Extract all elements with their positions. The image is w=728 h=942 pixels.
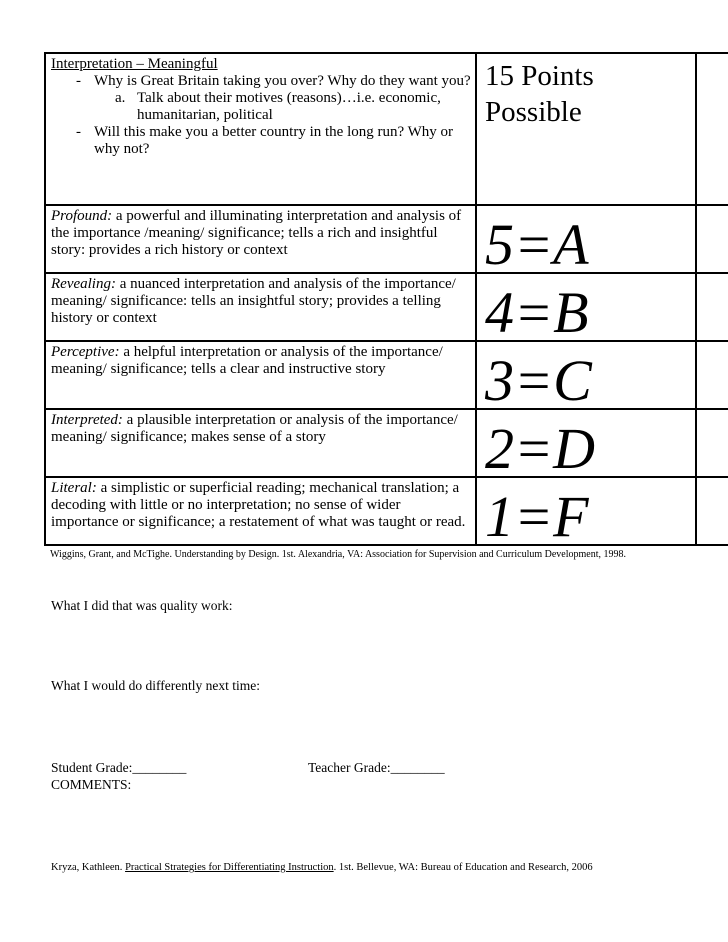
points-cell	[476, 53, 696, 205]
differently-prompt: What I would do differently next time:	[51, 678, 260, 693]
footer-book-title: Practical Strategies for Differentiating Instruction	[125, 862, 334, 873]
blank-cell	[696, 409, 728, 477]
grade-cell	[476, 273, 696, 345]
grade-cell	[476, 477, 696, 549]
level-description	[45, 341, 476, 409]
rubric-header-row	[45, 53, 728, 205]
level-description	[45, 273, 476, 341]
rubric-citation: Wiggins, Grant, and McTighe. Understanding by Design. 1st. Alexandria, VA: Association for Supervision and Curriculum Development, 1998.	[50, 549, 627, 560]
rubric-prompt-cell	[45, 53, 476, 205]
blank-cell	[696, 53, 728, 205]
footer-publisher: . 1st. Bellevue, WA: Bureau of Education and Research, 2006	[333, 862, 593, 873]
level-description	[45, 205, 476, 273]
rubric-row-revealing	[45, 273, 728, 341]
rubric-title: Interpretation – Meaningful	[51, 56, 218, 72]
grade-label: 4=B	[485, 280, 589, 345]
level-text: a nuanced interpretation and analysis of the importance/ meaning/ significance: tells an insightful story; provides a telling history or context	[51, 276, 456, 326]
level-text: a powerful and illuminating interpretation and analysis of the importance /meaning/ significance; tells a rich and insightful story: provides a rich history or context	[51, 208, 462, 258]
blank-cell	[696, 205, 728, 273]
prompt-bullet-2	[51, 124, 471, 158]
level-term: Perceptive:	[51, 344, 120, 360]
prompt-bullet-1	[51, 73, 471, 90]
level-term: Revealing:	[51, 276, 116, 292]
sub-bullet-marker: a.	[115, 90, 126, 106]
grade-cell	[476, 409, 696, 481]
bullet-dash: -	[76, 124, 81, 140]
footer-citation	[51, 862, 593, 873]
grade-cell	[476, 205, 696, 277]
bullet-dash: -	[76, 73, 81, 89]
rubric-row-perceptive	[45, 341, 728, 409]
comments-label: COMMENTS:	[51, 777, 132, 792]
teacher-grade-field[interactable]: Teacher Grade:________	[308, 760, 445, 775]
rubric-row-literal	[45, 477, 728, 545]
level-text: a simplistic or superficial reading; mechanical translation; a decoding with little or no interpretation; no sense of wider importance or significance; a restatement of what was taught or read.	[51, 480, 466, 530]
prompt-bullet-text: Will this make you a better country in the long run? Why or why not?	[94, 124, 454, 157]
level-text: a helpful interpretation or analysis of the importance/ meaning/ significance; tells a clear and instructive story	[51, 344, 443, 377]
prompt-sub-bullet-text: Talk about their motives (reasons)…i.e. economic, humanitarian, political	[137, 90, 441, 123]
points-possible: 15 Points Possible	[485, 60, 594, 128]
rubric-row-profound	[45, 205, 728, 273]
blank-cell	[696, 341, 728, 409]
grade-label: 1=F	[485, 484, 589, 549]
rubric-table	[44, 52, 728, 549]
quality-work-prompt: What I did that was quality work:	[51, 598, 233, 613]
level-term: Interpreted:	[51, 412, 123, 428]
blank-cell	[696, 477, 728, 545]
rubric-row-interpreted	[45, 409, 728, 477]
prompt-bullet-text: Why is Great Britain taking you over? Why do they want you?	[94, 73, 471, 89]
grade-label: 3=C	[485, 348, 592, 413]
level-description	[45, 477, 476, 545]
footer-author: Kryza, Kathleen.	[51, 862, 126, 873]
blank-cell	[696, 273, 728, 341]
prompt-sub-bullet-a	[51, 90, 471, 124]
grade-label: 2=D	[485, 416, 596, 481]
level-term: Literal:	[51, 480, 97, 496]
grade-cell	[476, 341, 696, 413]
level-text: a plausible interpretation or analysis of the importance/ meaning/ significance; makes sense of a story	[51, 412, 458, 445]
level-description	[45, 409, 476, 477]
student-grade-field[interactable]: Student Grade:________	[51, 760, 187, 775]
grade-label: 5=A	[485, 212, 589, 277]
level-term: Profound:	[51, 208, 113, 224]
